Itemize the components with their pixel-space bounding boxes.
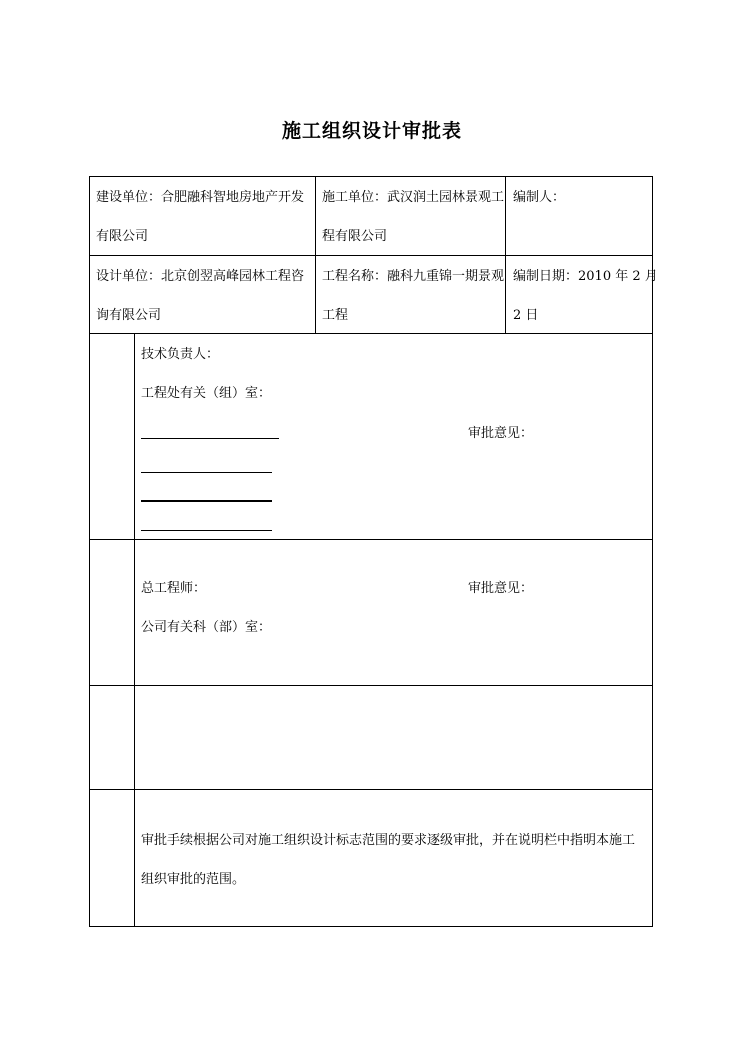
builder-label-line2: 有限公司	[96, 229, 149, 244]
tech-lead-label: 技术负责人：	[141, 347, 220, 362]
compiler-label: 编制人：	[513, 190, 566, 205]
compile-date-line1: 编制日期：2010 年 2 月	[513, 269, 658, 284]
page-title: 施工组织设计审批表	[281, 120, 462, 142]
note-line1: 审批手续根据公司对施工组织设计标志范围的要求逐级审批，并在说明栏中指明本施工	[141, 833, 636, 848]
table-row-divider	[89, 789, 653, 790]
signature-line	[141, 530, 272, 531]
section2-opinion-label: 审批意见：	[468, 581, 534, 596]
project-name-line2: 工程	[322, 308, 349, 323]
dept-office-label: 工程处有关（组）室：	[141, 386, 272, 401]
table-label-col-divider	[134, 333, 135, 927]
table-row-divider	[89, 539, 653, 540]
signature-line	[141, 438, 279, 439]
table-border-top	[89, 176, 653, 177]
section1-opinion-label: 审批意见：	[468, 426, 534, 441]
table-col-divider	[315, 176, 316, 334]
signature-line	[141, 500, 272, 502]
table-col-divider	[505, 176, 506, 334]
constructor-label-line2: 程有限公司	[322, 229, 388, 244]
chief-engineer-label: 总工程师：	[141, 581, 207, 596]
company-dept-label: 公司有关科（部）室：	[141, 620, 272, 635]
project-name-line1: 工程名称：融科九重锦一期景观	[322, 269, 505, 284]
table-border-left	[89, 176, 90, 927]
table-row-divider	[89, 333, 653, 334]
constructor-label-line1: 施工单位：武汉润土园林景观工	[322, 190, 505, 205]
signature-line	[141, 472, 272, 473]
builder-label-line1: 建设单位：合肥融科智地房地产开发	[96, 190, 305, 205]
compile-date-line2: 2 日	[513, 308, 539, 323]
designer-label-line1: 设计单位：北京创翌高峰园林工程咨	[96, 269, 305, 284]
table-row-divider	[89, 255, 653, 256]
table-row-divider	[89, 685, 653, 686]
designer-label-line2: 询有限公司	[96, 308, 162, 323]
note-line2: 组织审批的范围。	[141, 872, 246, 887]
table-border-bottom	[89, 926, 653, 927]
table-border-right	[652, 176, 653, 927]
